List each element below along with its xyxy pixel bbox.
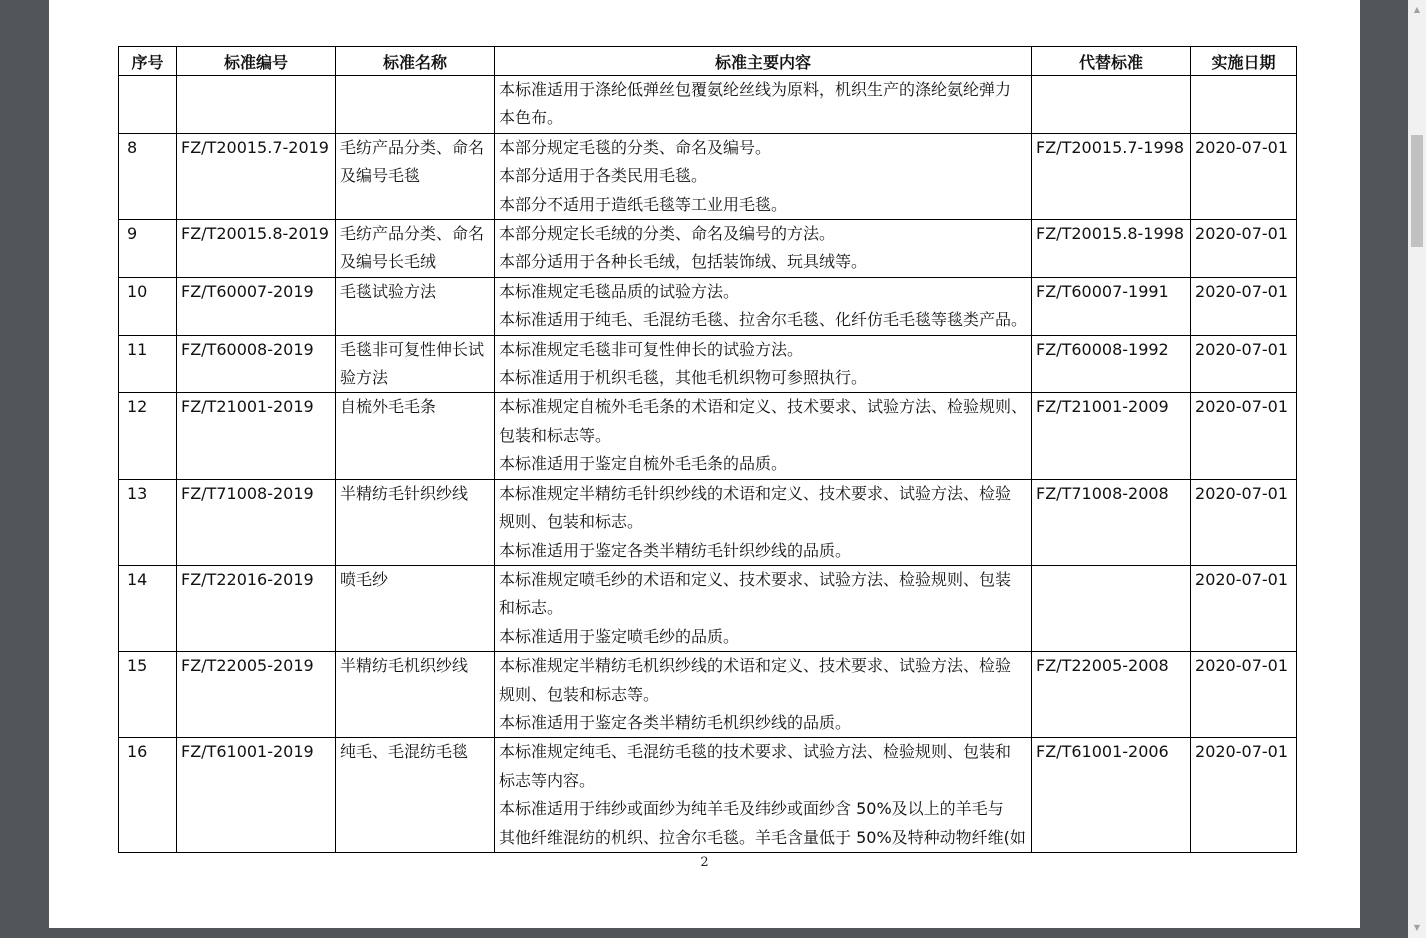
cell-standard-name <box>336 133 495 219</box>
content-line: 本部分不适用于造纸毛毯等工业用毛毯。 <box>499 194 788 214</box>
cell-serial-number: 8 <box>119 133 177 219</box>
cell-main-content <box>495 738 1032 853</box>
cell-main-content <box>495 479 1032 565</box>
cell-standard-code: FZ/T22005-2019 <box>177 652 336 738</box>
cell-standard-code: FZ/T61001-2019 <box>177 738 336 853</box>
content-line: 包装和标志等。 <box>499 425 612 445</box>
table-row <box>119 652 1297 738</box>
cell-serial-number: 10 <box>119 277 177 335</box>
content-line: 本部分规定毛毯的分类、命名及编号。 <box>499 137 772 157</box>
cell-replaced-standard: FZ/T20015.7-1998 <box>1032 133 1191 219</box>
cell-replaced-standard: FZ/T60008-1992 <box>1032 335 1191 393</box>
table-row <box>119 335 1297 393</box>
cell-serial-number: 12 <box>119 393 177 479</box>
cell-standard-name <box>336 277 495 335</box>
content-line: 本标准规定半精纺毛机织纱线的术语和定义、技术要求、试验方法、检验 <box>499 656 1012 676</box>
cell-effective-date: 2020-07-01 <box>1191 479 1297 565</box>
standard-name-line: 毛纺产品分类、命名 <box>340 137 485 157</box>
content-line: 标志等内容。 <box>499 770 596 790</box>
header-replaced-standard: 代替标准 <box>1032 47 1191 76</box>
content-line: 本标准适用于纬纱或面纱为纯羊毛及纬纱或面纱含 50%及以上的羊毛与 <box>499 799 1004 819</box>
cell-standard-name <box>336 76 495 134</box>
cell-effective-date: 2020-07-01 <box>1191 652 1297 738</box>
table-row <box>119 277 1297 335</box>
cell-replaced-standard: FZ/T60007-1991 <box>1032 277 1191 335</box>
cell-effective-date: 2020-07-01 <box>1191 393 1297 479</box>
table-body <box>119 76 1297 853</box>
cell-standard-code: FZ/T60008-2019 <box>177 335 336 393</box>
scroll-up-arrow-icon[interactable]: ▲ <box>1413 5 1421 14</box>
cell-standard-name <box>336 479 495 565</box>
cell-effective-date: 2020-07-01 <box>1191 565 1297 651</box>
cell-effective-date: 2020-07-01 <box>1191 220 1297 278</box>
cell-serial-number: 15 <box>119 652 177 738</box>
content-line: 本标准规定纯毛、毛混纺毛毯的技术要求、试验方法、检验规则、包装和 <box>499 742 1012 762</box>
table-row <box>119 738 1297 853</box>
standard-name-line: 及编号毛毯 <box>340 166 421 186</box>
content-line: 规则、包装和标志。 <box>499 512 644 532</box>
table-row <box>119 479 1297 565</box>
cell-serial-number: 13 <box>119 479 177 565</box>
content-line: 本标准适用于鉴定喷毛纱的品质。 <box>499 626 740 646</box>
cell-standard-code: FZ/T60007-2019 <box>177 277 336 335</box>
table-row <box>119 565 1297 651</box>
table-row <box>119 393 1297 479</box>
cell-standard-code <box>177 76 336 134</box>
content-line: 本标准规定半精纺毛针织纱线的术语和定义、技术要求、试验方法、检验 <box>499 483 1012 503</box>
cell-main-content <box>495 652 1032 738</box>
header-serial-number: 序号 <box>119 47 177 76</box>
cell-standard-code: FZ/T71008-2019 <box>177 479 336 565</box>
cell-standard-name <box>336 220 495 278</box>
cell-serial-number: 11 <box>119 335 177 393</box>
cell-replaced-standard: FZ/T71008-2008 <box>1032 479 1191 565</box>
cell-standard-code: FZ/T21001-2019 <box>177 393 336 479</box>
standard-name-line: 毛毯试验方法 <box>340 281 437 301</box>
cell-main-content <box>495 565 1032 651</box>
header-main-content: 标准主要内容 <box>495 47 1032 76</box>
cell-standard-name <box>336 393 495 479</box>
header-effective-date: 实施日期 <box>1191 47 1297 76</box>
content-line: 本标准适用于鉴定自梳外毛毛条的品质。 <box>499 454 788 474</box>
cell-main-content <box>495 133 1032 219</box>
table-row <box>119 133 1297 219</box>
standard-name-line: 自梳外毛毛条 <box>340 397 437 417</box>
standard-name-line: 半精纺毛针织纱线 <box>340 483 469 503</box>
document-page <box>49 0 1360 928</box>
cell-effective-date: 2020-07-01 <box>1191 738 1297 853</box>
cell-serial-number: 16 <box>119 738 177 853</box>
cell-replaced-standard <box>1032 565 1191 651</box>
cell-standard-name <box>336 565 495 651</box>
header-standard-code: 标准编号 <box>177 47 336 76</box>
content-line: 本标准适用于鉴定各类半精纺毛机织纱线的品质。 <box>499 712 852 732</box>
header-standard-name: 标准名称 <box>336 47 495 76</box>
content-line: 本标准规定毛毯品质的试验方法。 <box>499 281 740 301</box>
standard-name-line: 毛纺产品分类、命名 <box>340 224 485 244</box>
cell-replaced-standard: FZ/T21001-2009 <box>1032 393 1191 479</box>
cell-replaced-standard <box>1032 76 1191 134</box>
cell-main-content <box>495 335 1032 393</box>
content-line: 本部分适用于各类民用毛毯。 <box>499 166 708 186</box>
content-line: 本标准规定喷毛纱的术语和定义、技术要求、试验方法、检验规则、包装 <box>499 569 1012 589</box>
cell-main-content <box>495 277 1032 335</box>
cell-main-content <box>495 220 1032 278</box>
content-line: 本标准适用于鉴定各类半精纺毛针织纱线的品质。 <box>499 540 852 560</box>
standard-name-line: 喷毛纱 <box>340 569 389 589</box>
cell-replaced-standard: FZ/T61001-2006 <box>1032 738 1191 853</box>
cell-replaced-standard: FZ/T22005-2008 <box>1032 652 1191 738</box>
vertical-scrollbar[interactable] <box>1408 0 1426 938</box>
content-line: 本色布。 <box>499 108 564 128</box>
standard-name-line: 及编号长毛绒 <box>340 252 437 272</box>
cell-standard-name <box>336 652 495 738</box>
content-line: 其他纤维混纺的机织、拉舍尔毛毯。羊毛含量低于 50%及特种动物纤维(如 <box>499 827 1026 847</box>
content-line: 和标志。 <box>499 598 564 618</box>
table-row <box>119 220 1297 278</box>
cell-standard-name <box>336 738 495 853</box>
standard-name-line: 半精纺毛机织纱线 <box>340 656 469 676</box>
cell-effective-date <box>1191 76 1297 134</box>
content-line: 规则、包装和标志等。 <box>499 684 660 704</box>
content-line: 本标准适用于涤纶低弹丝包覆氨纶丝线为原料，机织生产的涤纶氨纶弹力 <box>499 80 1012 99</box>
cell-standard-code: FZ/T22016-2019 <box>177 565 336 651</box>
standard-name-line: 验方法 <box>340 368 389 388</box>
cell-serial-number: 9 <box>119 220 177 278</box>
content-line: 本标准规定自梳外毛毛条的术语和定义、技术要求、试验方法、检验规则、 <box>499 397 1028 417</box>
cell-standard-code: FZ/T20015.7-2019 <box>177 133 336 219</box>
standard-name-line: 毛毯非可复性伸长试 <box>340 339 485 359</box>
cell-main-content <box>495 76 1032 134</box>
cell-serial-number: 14 <box>119 565 177 651</box>
content-line: 本标准规定毛毯非可复性伸长的试验方法。 <box>499 339 804 359</box>
cell-standard-name <box>336 335 495 393</box>
scroll-down-arrow-icon[interactable]: ▼ <box>1413 923 1421 932</box>
standard-name-line: 纯毛、毛混纺毛毯 <box>340 742 469 762</box>
cell-main-content <box>495 393 1032 479</box>
cell-effective-date: 2020-07-01 <box>1191 133 1297 219</box>
content-line: 本标准适用于机织毛毯，其他毛机织物可参照执行。 <box>499 368 868 388</box>
table-header-row <box>119 47 1297 76</box>
content-line: 本标准适用于纯毛、毛混纺毛毯、拉舍尔毛毯、化纤仿毛毛毯等毯类产品。 <box>499 310 1028 330</box>
table-row <box>119 76 1297 134</box>
content-line: 本部分规定长毛绒的分类、命名及编号的方法。 <box>499 224 836 244</box>
cell-serial-number <box>119 76 177 134</box>
page-number: 2 <box>700 855 709 870</box>
cell-replaced-standard: FZ/T20015.8-1998 <box>1032 220 1191 278</box>
standards-table <box>118 46 1297 853</box>
cell-effective-date: 2020-07-01 <box>1191 277 1297 335</box>
scrollbar-thumb[interactable] <box>1411 135 1423 247</box>
cell-effective-date: 2020-07-01 <box>1191 335 1297 393</box>
cell-standard-code: FZ/T20015.8-2019 <box>177 220 336 278</box>
content-line: 本部分适用于各种长毛绒，包括装饰绒、玩具绒等。 <box>499 252 868 272</box>
